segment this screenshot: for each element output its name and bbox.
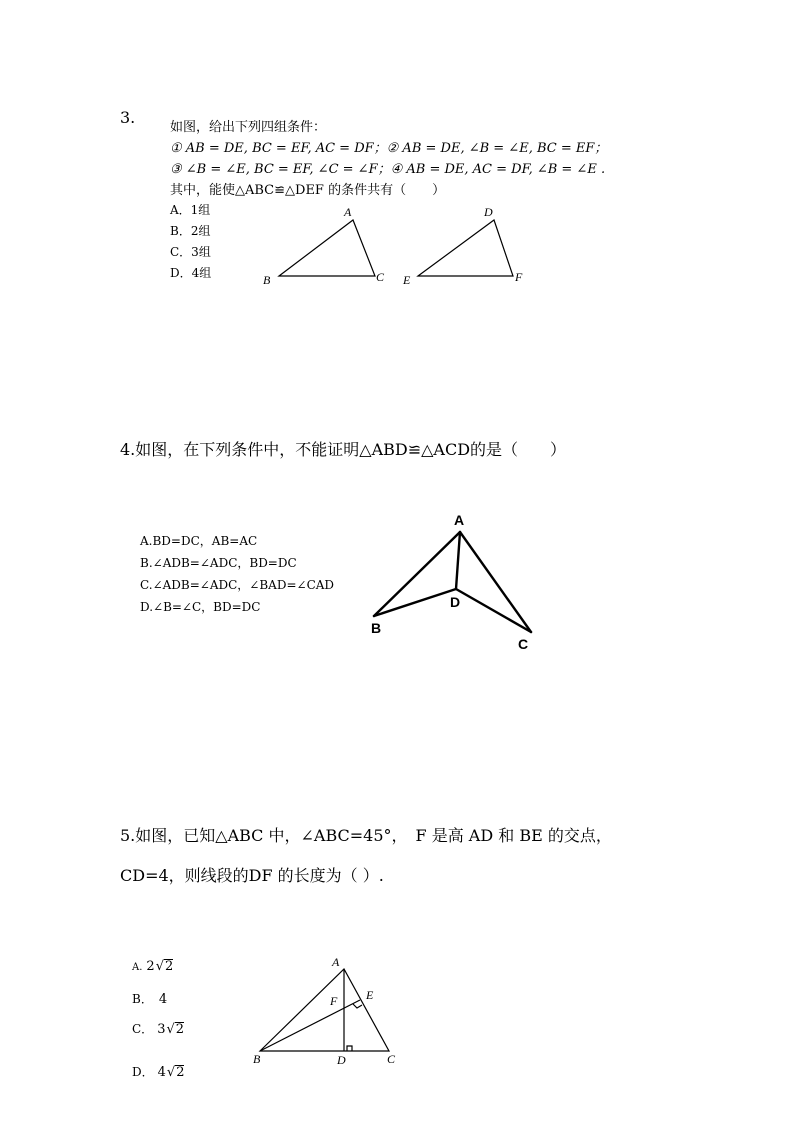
question-3-question: 其中，能使△ABC≌△DEF 的条件共有（ ） <box>170 183 446 198</box>
question-3-option-a: A．1组 <box>170 203 211 217</box>
question-4-option-c: C.∠ADB=∠ADC，∠BAD=∠CAD <box>140 578 335 592</box>
label-c: C <box>376 270 385 284</box>
label-b: B <box>263 273 271 287</box>
right-angle-mark-e <box>353 1004 362 1008</box>
question-5-line-1: 5.如图，已知△ABC 中，∠ABC=45°， F 是高 AD 和 BE 的交点， <box>120 826 612 845</box>
question-5-option-a: A. 2√2 <box>132 959 174 974</box>
label-a: A <box>454 512 465 528</box>
label-a: A <box>344 205 352 219</box>
label-b: B <box>253 1052 261 1066</box>
label-e: E <box>403 273 411 287</box>
label-e: E <box>366 988 374 1002</box>
question-4-option-a: A.BD=DC，AB=AC <box>140 534 258 548</box>
label-c: C <box>387 1052 396 1066</box>
question-4-option-b: B.∠ADB=∠ADC，BD=DC <box>140 556 297 570</box>
question-4-stem: 4.如图，在下列条件中，不能证明△ABD≌△ACD的是（ ） <box>120 440 567 459</box>
question-3-option-d: D．4组 <box>170 266 212 280</box>
label-c: C <box>518 636 529 652</box>
radicand: 2 <box>175 1022 185 1037</box>
question-5-option-b: B． 4 <box>132 992 168 1007</box>
label-b: B <box>371 620 382 636</box>
label-d: D <box>484 205 493 219</box>
question-5-option-d: D． 4√2 <box>132 1065 185 1080</box>
question-3-number: 3. <box>120 108 136 127</box>
triangle-abc <box>260 969 389 1051</box>
label-f: F <box>330 994 338 1008</box>
right-angle-mark-d <box>347 1046 352 1051</box>
altitude-be <box>260 1000 360 1051</box>
label-d: D <box>450 594 461 610</box>
question-5-option-c: C． 3√2 <box>132 1022 185 1037</box>
label-f: F <box>515 270 523 284</box>
question-3-option-c: C．3组 <box>170 245 211 259</box>
label-d: D <box>337 1053 346 1067</box>
question-4-option-d: D.∠B=∠C，BD=DC <box>140 600 261 614</box>
question-3-intro: 如图，给出下列四组条件： <box>170 120 327 135</box>
question-3-condition-line-1: ① AB = DE, BC = EF, AC = DF；② AB = DE, ∠B = ∠E, BC = EF； <box>170 141 608 156</box>
radicand: 2 <box>164 959 174 974</box>
radicand: 2 <box>176 1065 185 1080</box>
question-5-line-2: CD=4，则线段的DF 的长度为（ ）. <box>120 866 384 885</box>
label-a: A <box>332 955 340 969</box>
question-3-option-b: B．2组 <box>170 224 211 238</box>
question-3-condition-line-2: ③ ∠B = ∠E, BC = EF, ∠C = ∠F；④ AB = DE, AC = DF, ∠B = ∠E . <box>170 162 606 177</box>
